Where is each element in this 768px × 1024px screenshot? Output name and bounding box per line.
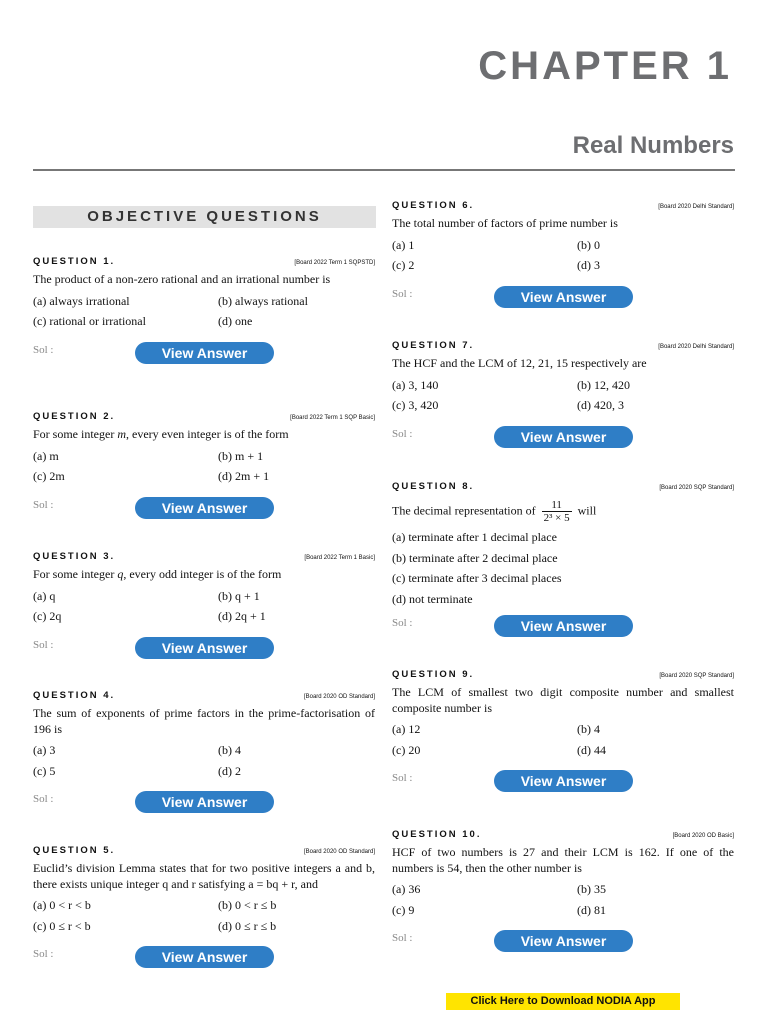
question-text: For some integer q, every odd integer is of the form <box>33 567 282 581</box>
question-label: QUESTION 3. <box>33 551 116 562</box>
download-app-button[interactable]: Click Here to Download NODIA App <box>446 993 680 1010</box>
question-text: The total number of factors of prime number is <box>392 216 618 230</box>
question-label: QUESTION 5. <box>33 845 116 856</box>
question-6 <box>392 200 734 310</box>
option-a: (a) 12 <box>392 722 421 736</box>
question-10 <box>392 829 734 954</box>
question-source: [Board 2022 Term 1 SQPSTD] <box>294 260 375 266</box>
section-heading: OBJECTIVE QUESTIONS <box>33 206 376 228</box>
option-a: (a) m <box>33 448 59 463</box>
option-c: (c) 3, 420 <box>392 398 439 412</box>
question-text: The sum of exponents of prime factors in the prime-factorisation of 196 is <box>33 706 375 736</box>
question-text: The decimal representation of $\frac{11}{\text{2³ × 5}}$ will <box>392 499 597 524</box>
option-b: (b) 0 <box>577 237 600 252</box>
question-text: The product of a non-zero rational and an irrational number is <box>33 272 331 286</box>
question-8 <box>392 481 734 639</box>
solution-label: Sol : <box>392 287 413 300</box>
option-a: (a) 0 < r < b <box>33 898 91 912</box>
question-source: [Board 2020 Delhi Standard] <box>658 344 734 350</box>
question-text: The HCF and the LCM of 12, 21, 15 respectively are <box>392 356 647 370</box>
option-b: (b) 35 <box>577 882 606 896</box>
solution-label: Sol : <box>33 948 54 960</box>
option-c: (c) 9 <box>392 902 415 917</box>
question-source: [Board 2020 Delhi Standard] <box>658 204 734 210</box>
solution-label: Sol : <box>33 638 54 651</box>
solution-label: Sol : <box>33 793 54 805</box>
question-source: [Board 2022 Term 1 Basic] <box>304 555 375 561</box>
option-c: (c) 5 <box>33 763 56 778</box>
option-c: (c) 0 ≤ r < b <box>33 918 91 933</box>
option-d: (d) one <box>218 314 253 328</box>
view-answer-button[interactable]: View Answer <box>494 426 633 448</box>
question-source: [Board 2020 SQP Standard] <box>659 673 734 679</box>
option-a: (a) always irrational <box>33 293 130 308</box>
option-d: (d) 2q + 1 <box>218 609 266 623</box>
view-answer-button[interactable]: View Answer <box>135 342 274 364</box>
option-b: (b) 4 <box>577 722 600 736</box>
chapter-title: CHAPTER 1 <box>478 44 732 88</box>
view-answer-button[interactable]: View Answer <box>494 286 633 308</box>
view-answer-button[interactable]: View Answer <box>494 930 633 952</box>
question-label: QUESTION 10. <box>392 829 482 840</box>
option-d: (d) 44 <box>577 742 606 757</box>
question-source: [Board 2020 OD Basic] <box>672 833 734 839</box>
option-c: (c) terminate after 3 decimal places <box>392 571 562 585</box>
header-rule <box>33 169 735 171</box>
question-label: QUESTION 1. <box>33 256 116 267</box>
question-source: [Board 2020 OD Standard] <box>303 849 375 855</box>
option-c: (c) 20 <box>392 742 421 757</box>
option-c: (c) rational or irrational <box>33 314 146 328</box>
option-a: (a) 1 <box>392 237 415 252</box>
option-c: (c) 2q <box>33 609 62 623</box>
solution-label: Sol : <box>392 617 413 629</box>
question-4 <box>33 690 375 815</box>
option-c: (c) 2 <box>392 258 415 272</box>
solution-label: Sol : <box>33 343 54 356</box>
option-b: (b) 12, 420 <box>577 377 630 392</box>
option-d: (d) 3 <box>577 258 600 272</box>
question-label: QUESTION 4. <box>33 690 116 701</box>
option-c: (c) 2m <box>33 469 65 483</box>
question-label: QUESTION 6. <box>392 200 475 211</box>
option-d: (d) 0 ≤ r ≤ b <box>218 918 277 933</box>
question-2 <box>33 411 375 521</box>
option-b: (b) m + 1 <box>218 448 264 463</box>
solution-label: Sol : <box>392 932 413 944</box>
question-source: [Board 2020 SQP Standard] <box>659 485 734 491</box>
option-a: (a) terminate after 1 decimal place <box>392 530 557 544</box>
option-b: (b) 4 <box>218 743 241 757</box>
question-label: QUESTION 7. <box>392 340 475 351</box>
question-1 <box>33 256 375 366</box>
view-answer-button[interactable]: View Answer <box>135 946 274 968</box>
option-a: (a) 3, 140 <box>392 377 439 392</box>
option-d: (d) not terminate <box>392 591 473 606</box>
option-a: (a) q <box>33 588 56 603</box>
view-answer-button[interactable]: View Answer <box>494 615 633 637</box>
view-answer-button[interactable]: View Answer <box>494 770 633 792</box>
question-text: For some integer m, every even integer is of the form <box>33 427 289 441</box>
question-text: Euclid’s division Lemma states that for two positive integers a and b, there exists unique integer q and r satisfying a = bq + r, and <box>33 861 375 891</box>
option-b: (b) terminate after 2 decimal place <box>392 550 558 565</box>
question-label: QUESTION 2. <box>33 411 116 422</box>
option-d: (d) 81 <box>577 902 606 917</box>
question-9 <box>392 669 734 794</box>
solution-label: Sol : <box>392 772 413 784</box>
option-a: (a) 3 <box>33 743 56 757</box>
solution-label: Sol : <box>392 427 413 440</box>
solution-label: Sol : <box>33 498 54 511</box>
question-source: [Board 2020 OD Standard] <box>303 694 375 700</box>
option-d: (d) 2m + 1 <box>218 469 270 483</box>
question-7 <box>392 340 734 450</box>
question-5 <box>33 845 375 970</box>
option-b: (b) q + 1 <box>218 588 260 603</box>
option-d: (d) 420, 3 <box>577 398 624 412</box>
question-text: The LCM of smallest two digit composite number and smallest composite number is <box>392 685 734 715</box>
option-b: (b) 0 < r ≤ b <box>218 898 277 912</box>
question-label: QUESTION 8. <box>392 481 475 492</box>
view-answer-button[interactable]: View Answer <box>135 637 274 659</box>
chapter-subtitle: Real Numbers <box>572 132 734 159</box>
question-source: [Board 2022 Term 1 SQP Basic] <box>290 415 375 421</box>
option-a: (a) 36 <box>392 882 421 896</box>
question-label: QUESTION 9. <box>392 669 475 680</box>
option-d: (d) 2 <box>218 763 241 778</box>
view-answer-button[interactable]: View Answer <box>135 791 274 813</box>
question-text: HCF of two numbers is 27 and their LCM is 162. If one of the numbers is 54, then the other number is <box>392 845 734 875</box>
option-b: (b) always rational <box>218 293 308 308</box>
view-answer-button[interactable]: View Answer <box>135 497 274 519</box>
question-3 <box>33 551 375 661</box>
fraction: $\frac{11}{\text{2³ × 5}}$ <box>543 499 570 524</box>
